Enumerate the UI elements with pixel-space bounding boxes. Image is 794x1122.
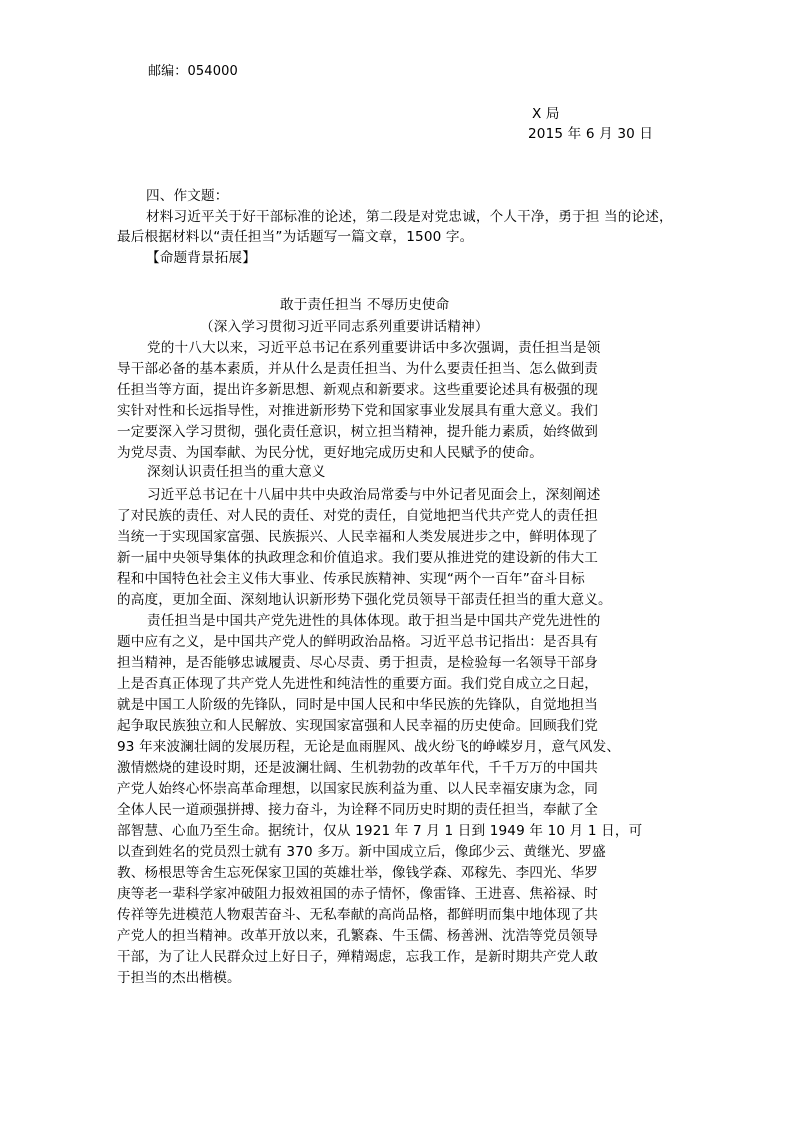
article-line: 新一届中央领导集体的执政理念和价值追求。我们要从推进党的建设新的伟大工 <box>117 550 599 566</box>
article-line: 传祥等先进模范人物艰苦奋斗、无私奉献的高尚品格，都鲜明而集中地体现了共 <box>117 907 599 923</box>
article-line: 一定要深入学习贯彻，强化责任意识，树立担当精神，提升能力素质，始终做到 <box>117 424 599 440</box>
prompt-line: 最后根据材料以“责任担当”为话题写一篇文章，1500 字。 <box>117 229 474 245</box>
article-line: 起争取民族独立和人民解放、实现国家富强和人民幸福的历史使命。回顾我们党 <box>117 718 599 734</box>
article-line: 程和中国特色社会主义伟大事业、传承民族精神、实现“两个一百年”奋斗目标 <box>117 571 585 587</box>
article-line: 任担当等方面，提出许多新思想、新观点和新要求。这些重要论述具有极强的现 <box>117 382 599 398</box>
prompt-line: 材料习近平关于好干部标准的论述，第二段是对党忠诚，个人干净，勇于担 当的论述， <box>146 209 673 225</box>
article-line: 产党人始终心怀崇高革命理想，以国家民族利益为重、以人民幸福安康为念，同 <box>117 781 599 797</box>
article-section-heading: 深刻认识责任担当的重大意义 <box>147 464 326 480</box>
article-line: 全体人民一道顽强拼搏、接力奋斗，为诠释不同历史时期的责任担当，奉献了全 <box>117 802 599 818</box>
signature-org: X 局 <box>532 106 560 122</box>
article-subtitle: （深入学习贯彻习近平同志系列重要讲话精神） <box>200 319 489 335</box>
article-line: 93 年来波澜壮阔的发展历程，无论是血雨腥风、战火纷飞的峥嵘岁月，意气风发、 <box>117 739 621 755</box>
article-line: 干部，为了让人民群众过上好日子，殚精竭虑，忘我工作，是新时期共产党人敢 <box>117 949 599 965</box>
article-line: 当统一于实现国家富强、民族振兴、人民幸福和人类发展进步之中，鲜明体现了 <box>117 529 599 545</box>
article-line: 庚等老一辈科学家冲破阻力报效祖国的赤子情怀，像雷锋、王进喜、焦裕禄、时 <box>117 886 599 902</box>
article-line: 实针对性和长远指导性，对推进新形势下党和国家事业发展具有重大意义。我们 <box>117 403 599 419</box>
article-line: 教、杨根思等舍生忘死保家卫国的英雄壮举，像钱学森、邓稼先、李四光、华罗 <box>117 865 599 881</box>
article-line: 产党人的担当精神。改革开放以来，孔繁森、牛玉儒、杨善洲、沈浩等党员领导 <box>117 928 599 944</box>
article-line: 责任担当是中国共产党先进性的具体体现。敢于担当是中国共产党先进性的 <box>147 613 601 629</box>
background-label: 【命题背景拓展】 <box>146 250 256 266</box>
article-line: 了对民族的责任、对人民的责任、对党的责任，自觉地把当代共产党人的责任担 <box>117 508 599 524</box>
article-line: 就是中国工人阶级的先锋队，同时是中国人民和中华民族的先锋队，自觉地担当 <box>117 697 599 713</box>
article-line: 导干部必备的基本素质，并从什么是责任担当、为什么要责任担当、怎么做到责 <box>117 361 599 377</box>
article-line: 上是否真正体现了共产党人先进性和纯洁性的重要方面。我们党自成立之日起， <box>117 676 599 692</box>
article-title: 敢于责任担当 不辱历史使命 <box>280 297 450 313</box>
postcode: 邮编：054000 <box>148 64 238 79</box>
article-line: 激情燃烧的建设时期，还是波澜壮阔、生机勃勃的改革年代，千千万万的中国共 <box>117 760 599 776</box>
signature-date: 2015 年 6 月 30 日 <box>528 126 654 142</box>
article-line: 的高度，更加全面、深刻地认识新形势下强化党员领导干部责任担当的重大意义。 <box>117 592 612 608</box>
section-heading: 四、作文题： <box>146 188 229 204</box>
article-line: 以查到姓名的党员烈士就有 370 多万。新中国成立后，像邱少云、黄继光、罗盛 <box>117 844 606 860</box>
article-line: 题中应有之义，是中国共产党人的鲜明政治品格。习近平总书记指出：是否具有 <box>117 634 599 650</box>
article-line: 习近平总书记在十八届中共中央政治局常委与中外记者见面会上，深刻阐述 <box>147 487 601 503</box>
article-line: 于担当的杰出楷模。 <box>117 970 241 986</box>
article-line: 部智慧、心血乃至生命。据统计，仅从 1921 年 7 月 1 日到 1949 年 10 月 1 日，可 <box>117 823 643 839</box>
article-line: 党的十八大以来，习近平总书记在系列重要讲话中多次强调，责任担当是领 <box>147 340 601 356</box>
article-line: 担当精神，是否能够忠诚履责、尽心尽责、勇于担责，是检验每一名领导干部身 <box>117 655 599 671</box>
article-line: 为党尽责、为国奉献、为民分忧，更好地完成历史和人民赋予的使命。 <box>117 445 544 461</box>
